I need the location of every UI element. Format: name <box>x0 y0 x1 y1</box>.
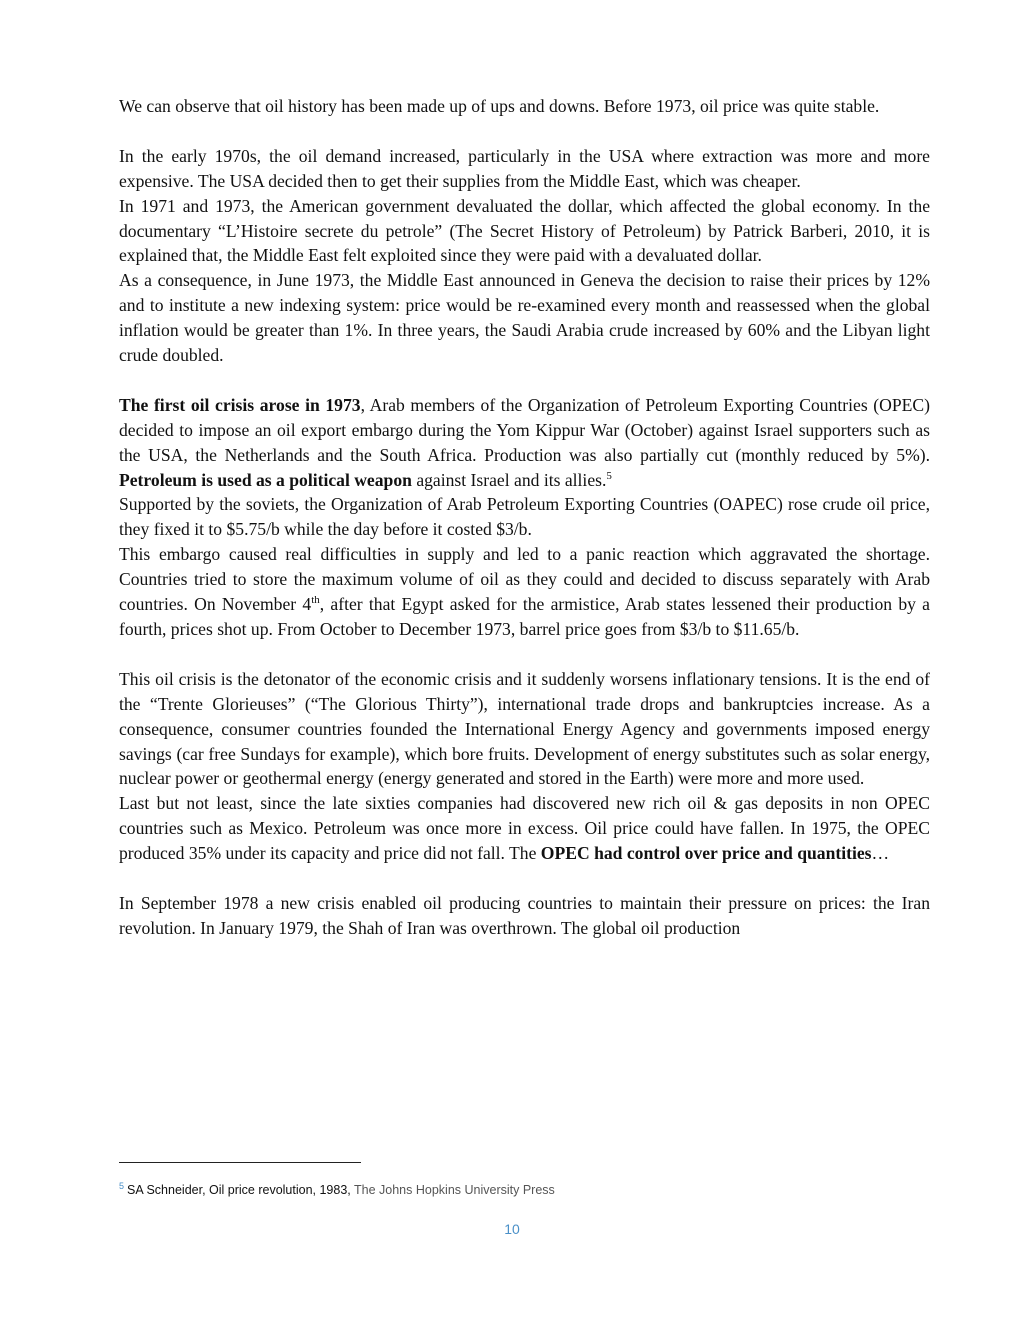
footnote <box>119 1181 555 1199</box>
paragraph-5-text-b: against Israel and its allies. <box>411 469 607 490</box>
footnote-separator <box>119 1162 361 1163</box>
paragraph-3: In 1971 and 1973, the American government devaluated the dollar, which affected the global economy. In the documentary “L’Histoire secrete du petrole” (The Secret History of Petroleum) by Patrick Barberi, 2010, it is explained that, the Middle East felt exploited since they were paid with a devaluated dollar. <box>119 195 930 266</box>
paragraph-9-text-a: Last but not least, since the late sixties companies had discovered new rich oil & gas deposits in non OPEC countries such as Mexico. Petroleum was once more in excess. Oil price could have fallen. In 1975, the OPEC produced 35% under its capacity and price did not fall. The <box>119 793 930 864</box>
bold-first-oil-crisis: The first oil crisis arose in 1973 <box>119 394 361 415</box>
paragraph-2: In the early 1970s, the oil demand increased, particularly in the USA where extraction was more and more expensive. The USA decided then to get their supplies from the Middle East, which was cheaper. <box>119 145 930 191</box>
paragraph-7 <box>119 542 930 642</box>
paragraph-5 <box>119 393 930 493</box>
paragraph-7-text-a: This embargo caused real difficulties in supply and led to a panic reaction which aggravated the shortage. Countries tried to store the maximum volume of oil as they could and decided to discuss separately with Arab countries. On November 4 <box>119 544 930 615</box>
page-number: 10 <box>504 1221 520 1237</box>
bold-opec-control: OPEC had control over price and quantities <box>540 843 872 864</box>
paragraph-9-text-b: … <box>871 843 890 864</box>
paragraph-4: As a consequence, in June 1973, the Middle East announced in Geneva the decision to raise their prices by 12% and to institute a new indexing system: price would be re-examined every month and reassessed when the global inflation would be greater than 1%. In three years, the Saudi Arabia crude increased by 60% and the Libyan light crude doubled. <box>119 270 930 366</box>
paragraph-6: Supported by the soviets, the Organization of Arab Petroleum Exporting Countries (OAPEC) rose crude oil price, they fixed it to $5.75/b while the day before it costed $3/b. <box>119 494 930 540</box>
paragraph-8: This oil crisis is the detonator of the economic crisis and it suddenly worsens inflationary tensions. It is the end of the “Trente Glorieuses” (“The Glorious Thirty”), international trade drops and bankruptcies increase. As a consequence, consumer countries founded the International Energy Agency and governments imposed energy savings (car free Sundays for example), which bore fruits. Development of energy substitutes such as solar energy, nuclear power or geothermal energy (energy generated and stored in the Earth) were more and more used. <box>119 668 930 789</box>
footnote-publisher: The Johns Hopkins University Press <box>354 1183 555 1197</box>
footnote-mark: 5 <box>119 1180 125 1191</box>
bold-political-weapon: Petroleum is used as a political weapon <box>119 469 412 490</box>
paragraph-1: We can observe that oil history has been made up of ups and downs. Before 1973, oil price was quite stable. <box>119 96 880 116</box>
ordinal-suffix: th <box>311 594 320 607</box>
paragraph-9 <box>119 791 930 866</box>
paragraph-10: In September 1978 a new crisis enabled oil producing countries to maintain their pressure on prices: the Iran revolution. In January 1979, the Shah of Iran was overthrown. The global oil production <box>119 892 930 938</box>
footnote-reference[interactable]: 5 <box>606 469 612 482</box>
paragraph-5-text-a: , Arab members of the Organization of Petroleum Exporting Countries (OPEC) decided to impose an oil export embargo during the Yom Kippur War (October) against Israel supporters such as the USA, the Netherlands and the South Africa. Production was also partially cut (monthly reduced by 5%). <box>119 394 930 465</box>
paragraph-7-text-b: , after that Egypt asked for the armistice, Arab states lessened their production by a fourth, prices shot up. From October to December 1973, barrel price goes from $3/b to $11.65/b. <box>119 594 930 639</box>
body-text <box>119 94 930 941</box>
footnote-text: SA Schneider, Oil price revolution, 1983, <box>127 1183 355 1197</box>
